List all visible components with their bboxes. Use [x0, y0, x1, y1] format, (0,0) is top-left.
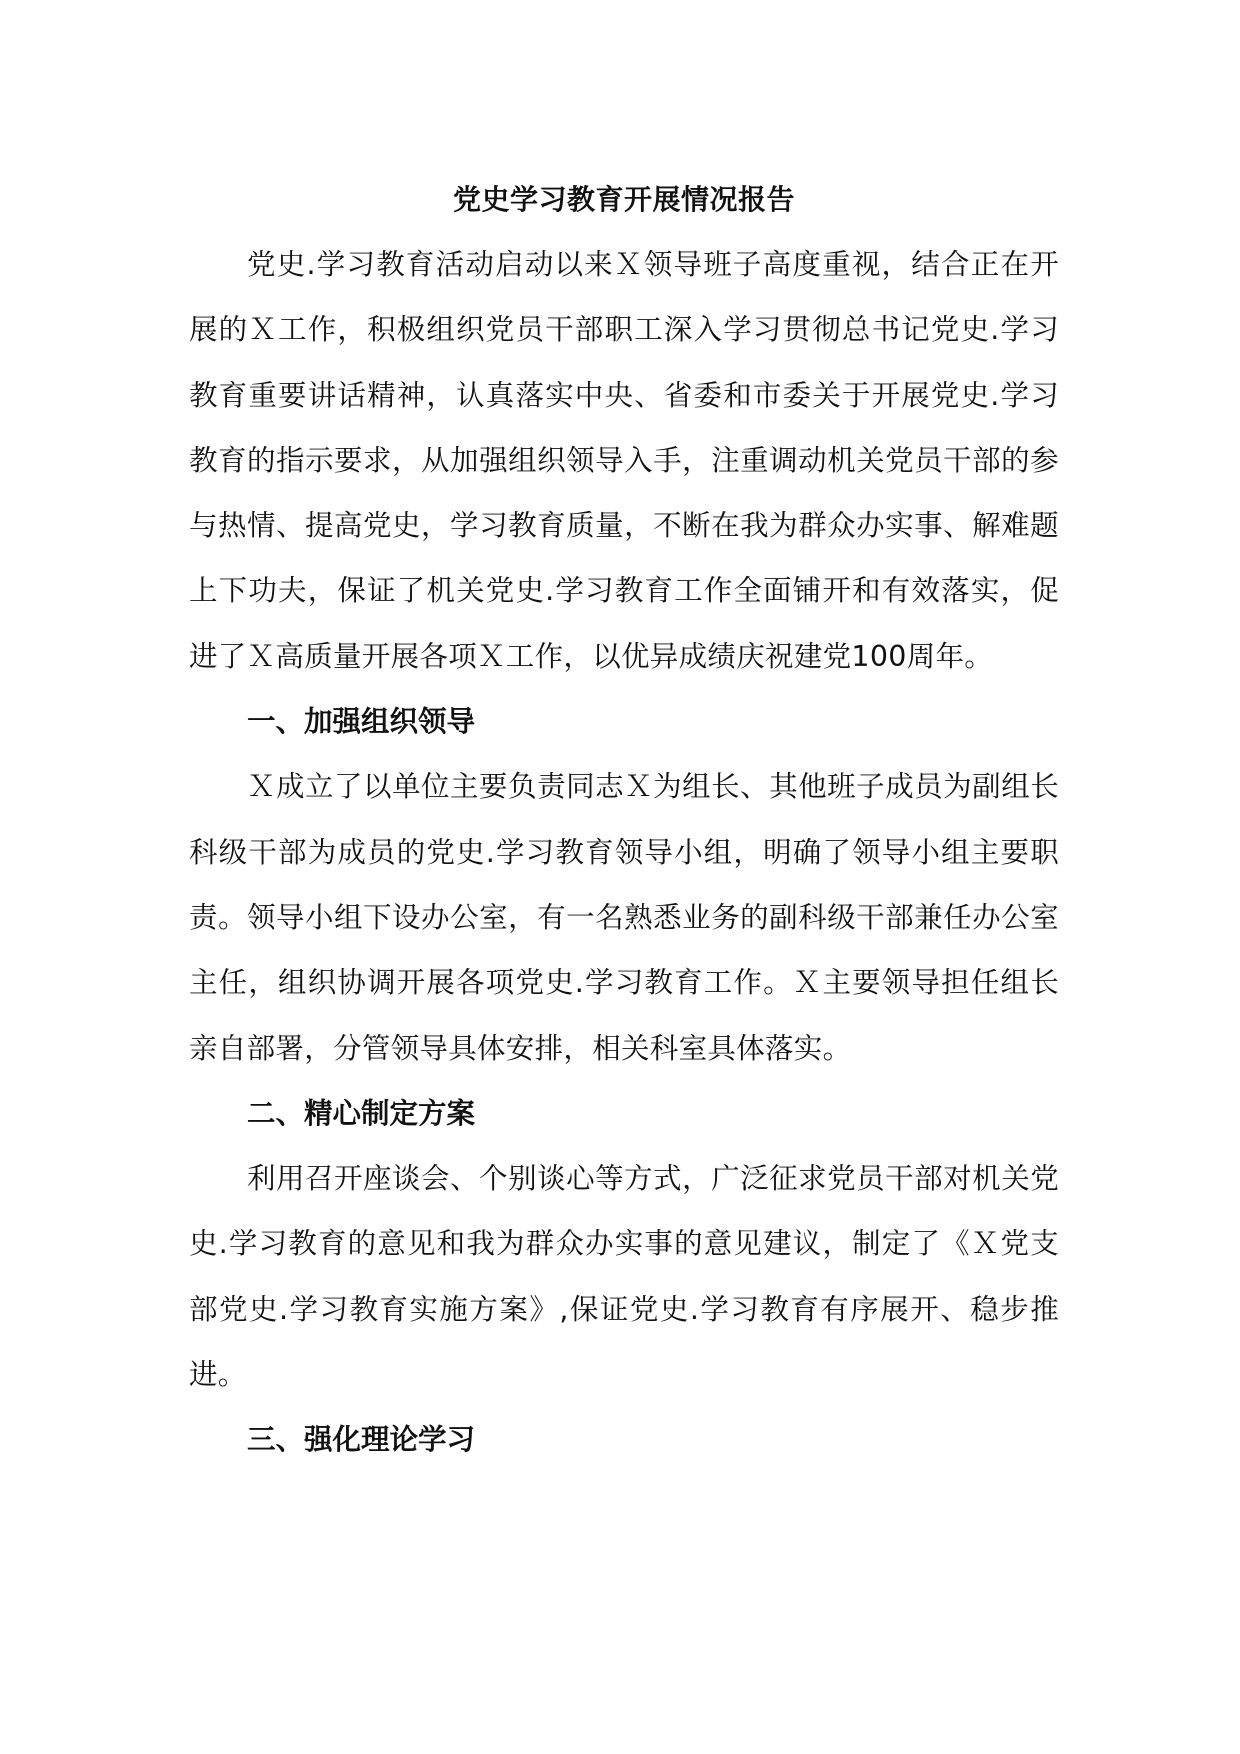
document-body — [189, 168, 1059, 1473]
section-body-organization: Ｘ成立了以单位主要负责同志Ｘ为组长、其他班子成员为副组长科级干部为成员的党史.学习教育领导小组，明确了领导小组主要职责。领导小组下设办公室，有一名熟悉业务的副科级干部兼任办公室主任，组织协调开展各项党史.学习教育工作。Ｘ主要领导担任组长亲自部署，分管领导具体安排，相关科室具体落实。 — [189, 770, 1059, 1065]
document-title: 党史学习教育开展情况报告 — [452, 183, 795, 216]
section-heading-plan: 二、精心制定方案 — [247, 1096, 476, 1130]
intro-paragraph: 党史.学习教育活动启动以来Ｘ领导班子高度重视，结合正在开展的Ｘ工作，积极组织党员干部职工深入学习贯彻总书记党史.学习教育重要讲话精神，认真落实中央、省委和市委关于开展党史.学习教育的指示要求，从加强组织领导入手，注重调动机关党员干部的参与热情、提高党史，学习教育质量，不断在我为群众办实事、解难题上下功夫，保证了机关党史.学习教育工作全面铺开和有效落实，促进了Ｘ高质量开展各项Ｘ工作，以优异成绩庆祝建党100周年。 — [189, 248, 1059, 673]
section-heading-organization: 一、加强组织领导 — [247, 705, 476, 739]
section-body-plan: 利用召开座谈会、个别谈心等方式，广泛征求党员干部对机关党史.学习教育的意见和我为群众办实事的意见建议，制定了《Ｘ党支部党史.学习教育实施方案》,保证党史.学习教育有序展开、稳步推进。 — [189, 1162, 1059, 1392]
section-heading-theory-study: 三、强化理论学习 — [247, 1423, 476, 1457]
